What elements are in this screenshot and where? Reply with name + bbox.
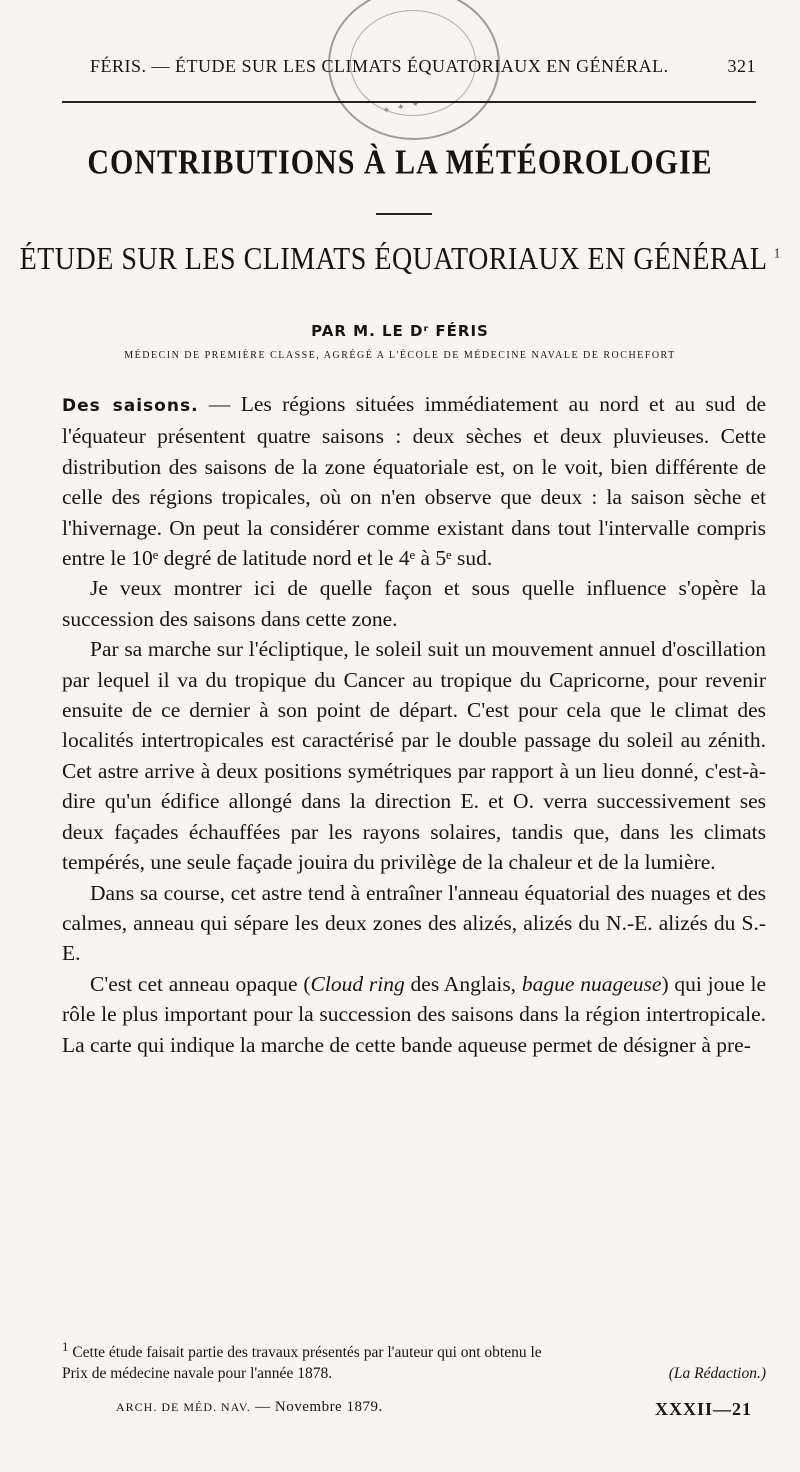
footnote-credit: (La Rédaction.) — [668, 1365, 766, 1383]
paragraph-3: Par sa marche sur l'écliptique, le soleil suit un mouvement annuel d'oscillation par lequel il va du tropique du Cancer au tropique du Capricorne, pour revenir ensuite de ce dernier à son point de départ. C'est pour cela que le climat des localités intertropicales est caractérisé par le double passage du soleil au zénith. Cet astre arrive à deux positions symétriques par rapport à un lieu donné, c'est-à-dire qu'un édifice allongé dans la direction E. et O. verra successivement ses deux façades échauffées par les rayons solaires, tandis que, dans les climats tempérés, une seule façade jouira du privilège de la chaleur et de la lumière. — [62, 637, 766, 875]
footnote-text-2: Prix de médecine navale pour l'année 1878. — [62, 1365, 333, 1383]
paragraph-5-start: C'est cet anneau opaque ( — [90, 971, 311, 996]
paragraph-2: Je veux montrer ici de quelle façon et sous quelle influence s'opère la succession des saisons dans cette zone. — [62, 576, 766, 631]
footnote-text-1: Cette étude faisait partie des travaux présentés par l'auteur qui ont obtenu le — [72, 1344, 542, 1362]
footnote-marker: 1 — [62, 1339, 69, 1354]
article-body — [62, 389, 766, 1060]
paragraph-1 — [62, 389, 766, 573]
article-title-text: ÉTUDE SUR LES CLIMATS ÉQUATORIAUX EN GÉNÉRAL — [19, 242, 767, 277]
footnote-line-1 — [62, 1336, 766, 1363]
stamp-lettering: ✦ ✦ ✦ — [381, 97, 423, 118]
paragraph-4: Dans sa course, cet astre tend à entraîner l'anneau équatorial des nuages et des calmes, anneau qui sépare les deux zones des alizés, alizés du N.-E. alizés du S.-E. — [62, 880, 766, 966]
article-title — [0, 242, 800, 278]
issue-date: — Novembre 1879. — [255, 1399, 383, 1415]
page-number: 321 — [727, 56, 756, 76]
title-footnote-marker: 1 — [773, 245, 781, 261]
author-byline: PAR M. LE Dʳ FÉRIS — [311, 322, 489, 340]
author-affiliation: MÉDECIN DE PREMIÈRE CLASSE, AGRÉGÉ A L'ÉCOLE DE MÉDECINE NAVALE DE ROCHEFORT — [124, 350, 676, 361]
paragraph-1-text: — Les régions situées immédiatement au nord et au sud de l'équateur présentent quatre saisons : deux sèches et deux pluvieuses. Cette distribution des saisons de la zone équatoriale est, on le voit, bien différente de celle des régions tropicales, où on n'en observe que deux : la saison sèche et l'hivernage. On peut la considérer comme existant dans tout l'intervalle compris entre le 10ᵉ degré de latitude nord et le 4ᵉ à 5ᵉ sud. — [62, 392, 767, 571]
footer-left — [116, 1399, 383, 1420]
title-divider — [376, 213, 432, 215]
bague-nuageuse-term: bague nuageuse — [521, 971, 662, 996]
cloud-ring-term: Cloud ring — [310, 971, 405, 996]
footnote-line-2 — [62, 1363, 766, 1384]
running-title: FÉRIS. — ÉTUDE SUR LES CLIMATS ÉQUATORIAUX EN GÉNÉRAL. — [90, 56, 669, 76]
journal-name: ARCH. DE MÉD. NAV. — [116, 1400, 251, 1414]
footnote — [62, 1336, 766, 1384]
lead-label: Des saisons. — [62, 396, 199, 416]
running-header — [90, 56, 756, 77]
section-title: CONTRIBUTIONS À LA MÉTÉOROLOGIE — [87, 143, 713, 182]
signature-mark: XXXII—21 — [654, 1399, 752, 1419]
header-rule — [62, 101, 756, 103]
paragraph-5 — [62, 969, 766, 1060]
paragraph-5-end: ) qui joue le rôle le plus important pour la succession des saisons dans la région intertropicale. La carte qui indique la marche de cette bande aqueuse permet de désigner à pre- — [62, 971, 767, 1057]
paragraph-5-mid: des Anglais, — [404, 971, 522, 996]
page-footer — [116, 1399, 752, 1420]
